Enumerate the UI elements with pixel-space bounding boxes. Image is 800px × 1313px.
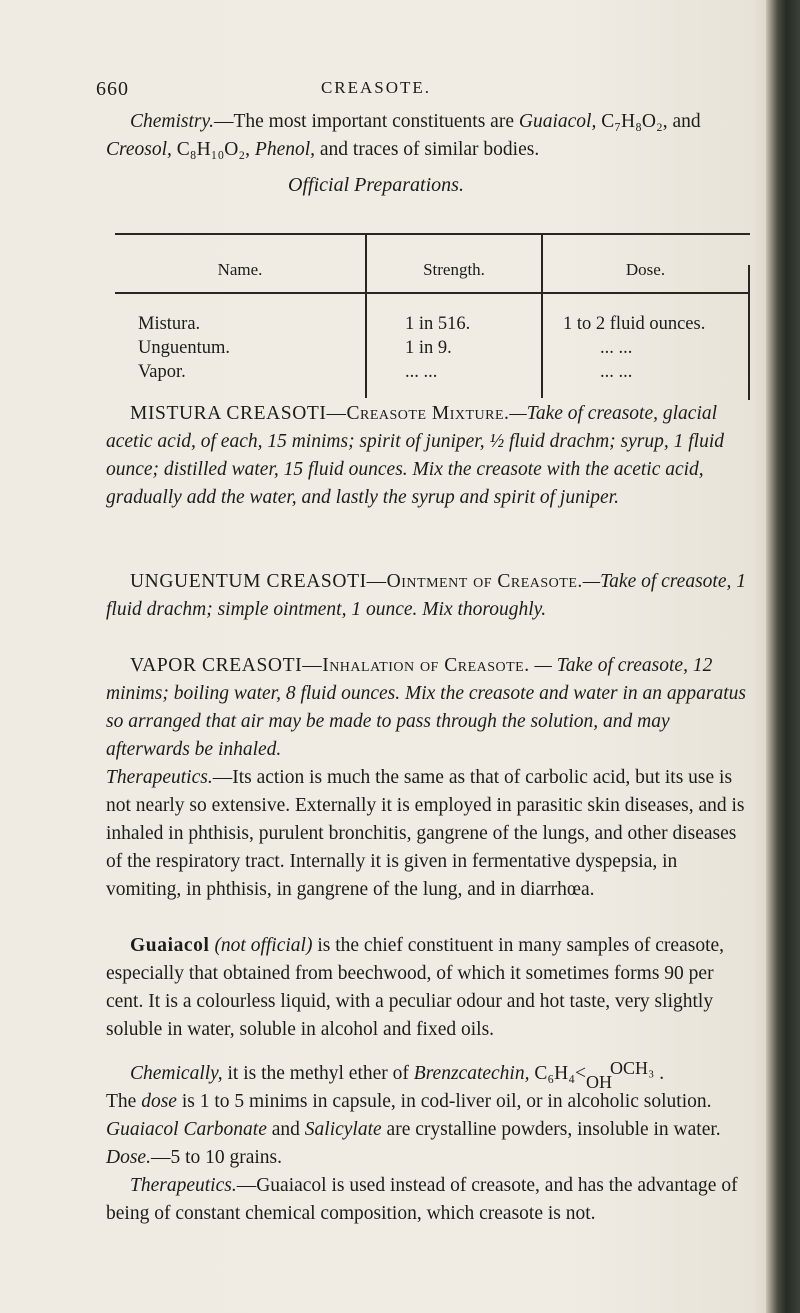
formula-top: OCH₃ [610, 1057, 655, 1078]
official-preparations-heading [0, 174, 752, 197]
prep-name-unguentum: Unguentum. [138, 338, 230, 358]
mistura-paragraph [106, 400, 751, 512]
prep-name-vapor: Vapor. [138, 362, 186, 382]
table-column-divider-2 [541, 233, 543, 398]
brenzcatechin-formula-base: C₆H₄< [529, 1063, 587, 1084]
dose-label: Dose. [106, 1147, 151, 1168]
chemistry-text-2: and [667, 111, 701, 132]
guaiacol-name: Guaiacol, [518, 111, 597, 132]
mistura-subtitle: —Creasote Mixture. [326, 403, 510, 424]
guaiacol-formula: C₇H₈O₂, [596, 111, 668, 132]
prep-strength-unguentum: 1 in 9. [405, 338, 452, 358]
prep-dose-unguentum: ... ... [600, 338, 633, 358]
chemistry-label: Chemistry. [130, 111, 214, 132]
guaiacol-note: (not official) [214, 935, 313, 956]
dose-text-1: The [106, 1091, 142, 1112]
mistura-title: MISTURA CREASOTI [130, 403, 327, 424]
therapeutics-1-text: —Its action is much the same as that of carbolic acid, but its use is not nearly so extensive. Externally it is employed in parasitic skin diseases, and is inhaled in phthisis, purulent bronchitis, gangrene of the lungs, and other diseases of the respiratory tract. Internally it is given in fermentative dyspepsia, in vomiting, in phthisis, in gangrene of the lung, and in diarrhœa. [106, 767, 745, 900]
phenol-name: Phenol, [250, 139, 316, 160]
column-header-name: Name. [217, 260, 263, 279]
creosol-name: Creosol, [106, 139, 172, 160]
therapeutics-2-text: —Guaiacol is used instead of creasote, and has the advantage of being of constant chemical composition, which creasote is not. [106, 1175, 738, 1224]
table-column-divider-1 [365, 233, 367, 398]
unguentum-title: UNGUENTUM CREASOTI [130, 571, 367, 592]
brenzcatechin-formula-fraction [586, 1057, 655, 1092]
dose-text-5: —5 to 10 grains. [150, 1147, 283, 1168]
dose-text-4: are crystalline powders, insoluble in water. [381, 1119, 721, 1140]
chemically-label: Chemically, [130, 1063, 223, 1084]
chemistry-paragraph [106, 108, 751, 164]
table-top-rule [115, 233, 750, 235]
chemically-paragraph [106, 1057, 751, 1092]
guaiacol-paragraph [106, 932, 751, 1044]
running-title: CREASOTE. [320, 78, 432, 97]
vapor-subtitle: —Inhalation of Creasote. [302, 655, 530, 676]
preparations-table [115, 205, 750, 400]
table-right-rule [748, 265, 750, 400]
formula-end: . [654, 1063, 665, 1084]
therapeutics-2-label: Therapeutics. [130, 1175, 237, 1196]
guaiacol-text: is the chief constituent in many samples of creasote, especially that obtained from beechwood, of which it sometimes forms 90 per cent. It is a colourless liquid, with a peculiar odour and hot taste, very slightly soluble in water, soluble in alcohol and fixed oils. [106, 935, 725, 1040]
brenzcatechin-name: Brenzcatechin, [413, 1063, 530, 1084]
guaiacol-title: Guaiacol [130, 935, 210, 956]
vapor-paragraph [106, 652, 751, 904]
creosol-formula: C₈H₁₀O₂, [171, 139, 251, 160]
prep-strength-vapor: ... ... [405, 362, 438, 382]
prep-dose-mistura: 1 to 2 fluid ounces. [563, 314, 706, 334]
unguentum-body: —Take of creasote, 1 fluid drachm; simple ointment, 1 ounce. Mix thoroughly. [106, 571, 746, 620]
table-header-rule [115, 292, 750, 294]
therapeutics-1-label: Therapeutics. [106, 767, 213, 788]
formula-bottom: OH [586, 1071, 613, 1092]
unguentum-paragraph [106, 568, 751, 624]
vapor-body: — Take of creasote, 12 minims; boiling water, 8 fluid ounces. Mix the creasote and water in an apparatus so arranged that air may be made to pass through the solution, and may afterwards be inhaled. [106, 655, 747, 760]
dose-text-3: and [266, 1119, 305, 1140]
guaiacol-salicylate: Salicylate [304, 1119, 382, 1140]
page-number: 660 [96, 78, 129, 100]
chemically-text: it is the methyl ether of [222, 1063, 414, 1084]
vapor-title: VAPOR CREASOTI [130, 655, 303, 676]
book-edge-shadow [766, 0, 800, 1313]
column-header-dose: Dose. [625, 260, 666, 279]
chemistry-text-1: —The most important constituents are [213, 111, 519, 132]
chemistry-text-3: and traces of similar bodies. [315, 139, 540, 160]
prep-strength-mistura: 1 in 516. [405, 314, 471, 334]
official-preparations-title: Official Preparations. [288, 174, 464, 196]
column-header-strength: Strength. [423, 260, 485, 279]
dose-text-2: is 1 to 5 minims in capsule, in cod-liver oil, or in alcoholic solution. [176, 1091, 712, 1112]
unguentum-subtitle: —Ointment of Creasote. [366, 571, 583, 592]
guaiacol-carbonate: Guaiacol Carbonate [106, 1119, 267, 1140]
prep-name-mistura: Mistura. [138, 314, 201, 334]
dose-word: dose [141, 1091, 177, 1112]
dose-paragraph [106, 1088, 751, 1228]
prep-dose-vapor: ... ... [600, 362, 633, 382]
mistura-body: —Take of creasote, glacial acetic acid, of each, 15 minims; spirit of juniper, ½ fluid drachm; syrup, 1 fluid ounce; distilled water, 15 fluid ounces. Mix the creasote with the acetic acid, gradually add the water, and lastly the syrup and spirit of juniper. [106, 403, 724, 508]
